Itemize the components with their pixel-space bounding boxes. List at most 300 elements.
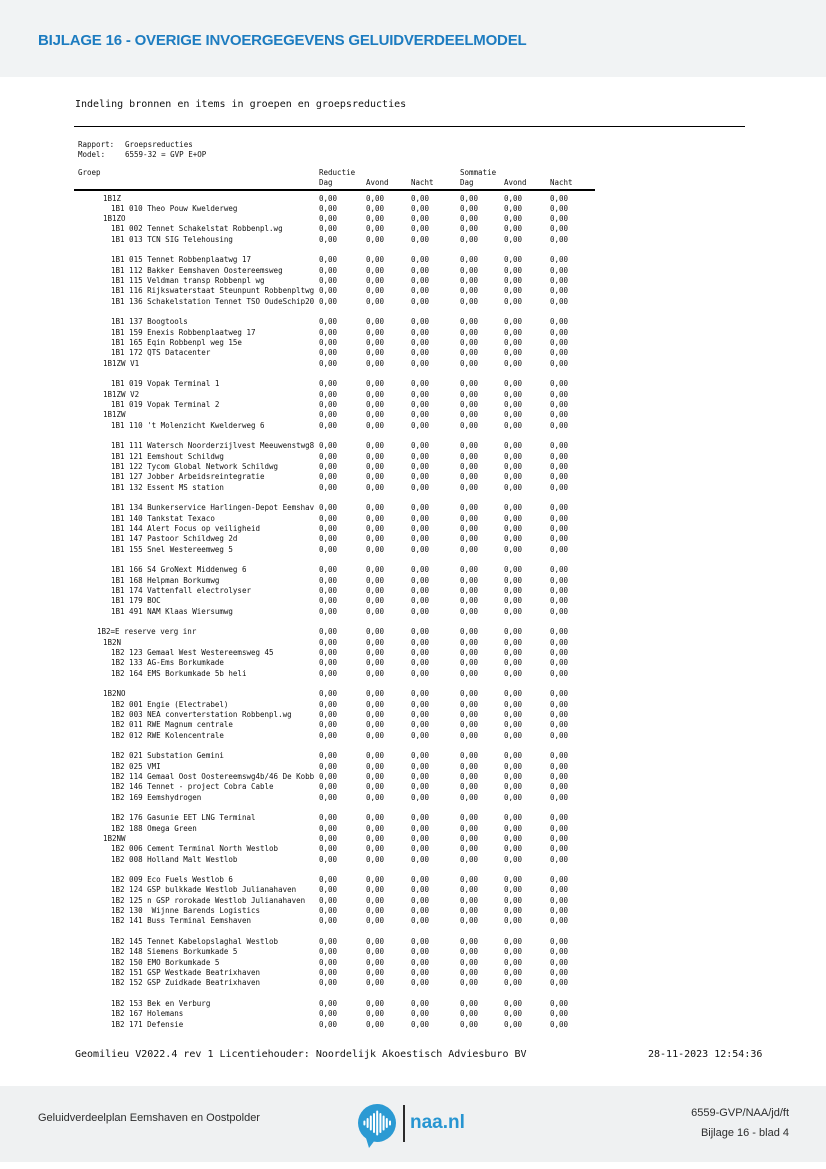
- row-value: 0,00: [411, 730, 430, 740]
- row-value: 0,00: [319, 875, 338, 885]
- table-row: [0, 545, 826, 555]
- row-label: 1B2=E reserve verg inr: [97, 627, 197, 637]
- row-value: 0,00: [411, 348, 430, 358]
- row-label: 1B2 006 Cement Terminal North Westlob: [111, 844, 279, 854]
- row-value: 0,00: [504, 472, 523, 482]
- row-value: 0,00: [411, 699, 430, 709]
- row-value: 0,00: [411, 906, 430, 916]
- table-row: [0, 224, 826, 234]
- table-row-blank: [0, 989, 826, 999]
- row-value: 0,00: [504, 317, 523, 327]
- table-row: [0, 503, 826, 513]
- row-value: 0,00: [319, 462, 338, 472]
- row-value: 0,00: [411, 999, 430, 1009]
- row-value: 0,00: [550, 751, 569, 761]
- table-row: [0, 483, 826, 493]
- row-value: 0,00: [411, 833, 430, 843]
- table-row: [0, 586, 826, 596]
- row-value: 0,00: [460, 534, 479, 544]
- row-label: 1B2N: [103, 637, 122, 647]
- table-row: [0, 855, 826, 865]
- row-value: 0,00: [504, 265, 523, 275]
- row-value: 0,00: [366, 451, 385, 461]
- row-value: 0,00: [550, 875, 569, 885]
- row-value: 0,00: [550, 348, 569, 358]
- row-value: 0,00: [550, 503, 569, 513]
- row-value: 0,00: [366, 348, 385, 358]
- row-value: 0,00: [504, 255, 523, 265]
- row-value: 0,00: [366, 957, 385, 967]
- row-value: 0,00: [550, 203, 569, 213]
- row-value: 0,00: [319, 1009, 338, 1019]
- row-value: 0,00: [366, 534, 385, 544]
- row-value: 0,00: [411, 338, 430, 348]
- row-value: 0,00: [460, 689, 479, 699]
- row-value: 0,00: [319, 720, 338, 730]
- row-value: 0,00: [460, 596, 479, 606]
- row-value: 0,00: [319, 999, 338, 1009]
- row-value: 0,00: [550, 585, 569, 595]
- row-label: 1B1 127 Jobber Arbeidsreintegratie: [111, 472, 265, 482]
- row-label: 1B2 169 Eemshydrogen: [111, 792, 202, 802]
- row-value: 0,00: [319, 203, 338, 213]
- row-value: 0,00: [460, 410, 479, 420]
- table-row: [0, 214, 826, 224]
- row-value: 0,00: [366, 637, 385, 647]
- row-value: 0,00: [504, 596, 523, 606]
- row-value: 0,00: [319, 906, 338, 916]
- table-row: [0, 266, 826, 276]
- row-value: 0,00: [550, 771, 569, 781]
- row-value: 0,00: [411, 844, 430, 854]
- row-value: 0,00: [411, 451, 430, 461]
- row-value: 0,00: [366, 647, 385, 657]
- row-value: 0,00: [411, 317, 430, 327]
- table-row: [0, 235, 826, 245]
- row-label: 1B1 166 S4 GroNext Middenweg 6: [111, 565, 247, 575]
- row-value: 0,00: [319, 751, 338, 761]
- row-value: 0,00: [366, 575, 385, 585]
- table-row: [0, 348, 826, 358]
- table-row-blank: [0, 555, 826, 565]
- row-value: 0,00: [504, 513, 523, 523]
- row-label: 1B2 011 RWE Magnum centrale: [111, 720, 233, 730]
- row-label: 1B1ZW: [103, 410, 126, 420]
- row-value: 0,00: [411, 895, 430, 905]
- row-value: 0,00: [366, 410, 385, 420]
- row-value: 0,00: [411, 513, 430, 523]
- row-value: 0,00: [366, 358, 385, 368]
- row-value: 0,00: [460, 782, 479, 792]
- row-value: 0,00: [460, 317, 479, 327]
- table-row: [0, 255, 826, 265]
- row-value: 0,00: [550, 389, 569, 399]
- row-value: 0,00: [366, 751, 385, 761]
- row-value: 0,00: [550, 265, 569, 275]
- row-value: 0,00: [460, 699, 479, 709]
- row-value: 0,00: [504, 937, 523, 947]
- row-value: 0,00: [550, 906, 569, 916]
- row-value: 0,00: [319, 585, 338, 595]
- row-label: 1B2 133 AG-Ems Borkumkade: [111, 658, 224, 668]
- row-value: 0,00: [504, 947, 523, 957]
- table-row-blank: [0, 927, 826, 937]
- row-value: 0,00: [411, 709, 430, 719]
- table-row: [0, 700, 826, 710]
- naa-logo-text: naa.nl: [410, 1112, 465, 1133]
- row-label: 1B1 019 Vopak Terminal 2: [111, 400, 220, 410]
- table-row: [0, 607, 826, 617]
- row-value: 0,00: [366, 524, 385, 533]
- row-value: 0,00: [550, 854, 569, 864]
- row-value: 0,00: [319, 379, 338, 389]
- row-value: 0,00: [460, 565, 479, 575]
- row-value: 0,00: [366, 265, 385, 275]
- table-row: [0, 390, 826, 400]
- row-value: 0,00: [411, 978, 430, 988]
- row-value: 0,00: [460, 389, 479, 399]
- row-value: 0,00: [550, 689, 569, 699]
- row-value: 0,00: [319, 916, 338, 926]
- row-value: 0,00: [366, 658, 385, 668]
- row-value: 0,00: [366, 668, 385, 678]
- row-value: 0,00: [366, 565, 385, 575]
- row-value: 0,00: [550, 627, 569, 637]
- row-label: 1B2 141 Buss Terminal Eemshaven: [111, 916, 251, 926]
- table-row: [0, 194, 826, 204]
- row-value: 0,00: [550, 286, 569, 296]
- row-label: 1B1 491 NAM Klaas Wiersumwg: [111, 606, 233, 616]
- subcol-avond-2: Avond: [504, 178, 527, 187]
- row-value: 0,00: [366, 895, 385, 905]
- row-value: 0,00: [550, 472, 569, 482]
- row-label: 1B1 172 QTS Datacenter: [111, 348, 211, 358]
- row-value: 0,00: [504, 234, 523, 244]
- col-header-groep: Groep: [78, 168, 101, 177]
- row-value: 0,00: [504, 823, 523, 833]
- row-label: 1B1 002 Tennet Schakelstat Robbenpl.wg: [111, 224, 283, 234]
- row-value: 0,00: [550, 224, 569, 234]
- row-value: 0,00: [319, 472, 338, 482]
- row-value: 0,00: [504, 844, 523, 854]
- row-value: 0,00: [460, 720, 479, 730]
- table-row: [0, 524, 826, 534]
- row-value: 0,00: [319, 410, 338, 420]
- row-value: 0,00: [366, 296, 385, 306]
- row-value: 0,00: [550, 885, 569, 895]
- row-value: 0,00: [550, 513, 569, 523]
- row-value: 0,00: [504, 1019, 523, 1029]
- row-value: 0,00: [550, 193, 569, 203]
- row-value: 0,00: [319, 668, 338, 678]
- row-value: 0,00: [460, 844, 479, 854]
- row-value: 0,00: [411, 751, 430, 761]
- row-value: 0,00: [550, 255, 569, 265]
- row-value: 0,00: [411, 482, 430, 492]
- row-label: 1B1 137 Boogtools: [111, 317, 188, 327]
- table-row: [0, 286, 826, 296]
- row-value: 0,00: [504, 410, 523, 420]
- header-rule: [74, 189, 595, 191]
- subcol-nacht-1: Nacht: [411, 178, 434, 187]
- row-value: 0,00: [504, 296, 523, 306]
- table-row: [0, 328, 826, 338]
- table-row: [0, 441, 826, 451]
- row-value: 0,00: [460, 286, 479, 296]
- subcol-nacht-2: Nacht: [550, 178, 573, 187]
- row-label: 1B1 134 Bunkerservice Harlingen-Depot Eemshav: [111, 503, 315, 513]
- row-value: 0,00: [319, 782, 338, 792]
- row-value: 0,00: [460, 1019, 479, 1029]
- row-value: 0,00: [319, 400, 338, 410]
- row-value: 0,00: [504, 379, 523, 389]
- row-value: 0,00: [504, 389, 523, 399]
- footer-doc-number: 6559-GVP/NAA/jd/ft: [691, 1107, 789, 1119]
- table-row: [0, 885, 826, 895]
- row-value: 0,00: [366, 389, 385, 399]
- row-value: 0,00: [504, 224, 523, 234]
- row-value: 0,00: [504, 203, 523, 213]
- row-value: 0,00: [460, 637, 479, 647]
- row-value: 0,00: [550, 782, 569, 792]
- row-label: 1B2 025 VMI: [111, 761, 161, 771]
- table-row: [0, 421, 826, 431]
- row-value: 0,00: [550, 234, 569, 244]
- row-value: 0,00: [504, 503, 523, 513]
- row-value: 0,00: [550, 968, 569, 978]
- row-value: 0,00: [366, 709, 385, 719]
- row-value: 0,00: [550, 1019, 569, 1029]
- table-row: [0, 947, 826, 957]
- row-value: 0,00: [550, 895, 569, 905]
- row-value: 0,00: [504, 833, 523, 843]
- table-row: [0, 297, 826, 307]
- row-value: 0,00: [460, 751, 479, 761]
- table-row: [0, 916, 826, 926]
- row-value: 0,00: [460, 906, 479, 916]
- row-value: 0,00: [460, 627, 479, 637]
- row-value: 0,00: [550, 792, 569, 802]
- table-row: [0, 669, 826, 679]
- row-label: 1B2 167 Holemans: [111, 1009, 184, 1019]
- row-value: 0,00: [411, 565, 430, 575]
- row-value: 0,00: [319, 813, 338, 823]
- row-value: 0,00: [460, 255, 479, 265]
- row-value: 0,00: [504, 534, 523, 544]
- row-label: 1B2 130 Wijnne Barends Logistics: [111, 906, 261, 916]
- row-value: 0,00: [504, 327, 523, 337]
- row-value: 0,00: [504, 462, 523, 472]
- row-value: 0,00: [411, 503, 430, 513]
- row-value: 0,00: [366, 317, 385, 327]
- row-value: 0,00: [460, 462, 479, 472]
- table-row: [0, 1009, 826, 1019]
- row-value: 0,00: [366, 606, 385, 616]
- row-value: 0,00: [319, 957, 338, 967]
- row-value: 0,00: [366, 978, 385, 988]
- row-value: 0,00: [504, 916, 523, 926]
- row-value: 0,00: [550, 730, 569, 740]
- table-row-blank: [0, 307, 826, 317]
- table-row: [0, 627, 826, 637]
- row-value: 0,00: [550, 606, 569, 616]
- row-value: 0,00: [411, 689, 430, 699]
- row-value: 0,00: [460, 823, 479, 833]
- table-row: [0, 751, 826, 761]
- table-row: [0, 379, 826, 389]
- row-value: 0,00: [411, 658, 430, 668]
- table-row-blank: [0, 431, 826, 441]
- row-value: 0,00: [366, 1019, 385, 1029]
- row-value: 0,00: [411, 1009, 430, 1019]
- row-value: 0,00: [550, 833, 569, 843]
- row-value: 0,00: [550, 462, 569, 472]
- row-value: 0,00: [411, 957, 430, 967]
- row-value: 0,00: [460, 379, 479, 389]
- row-value: 0,00: [504, 400, 523, 410]
- row-label: 1B1 132 Essent MS station: [111, 482, 224, 492]
- row-label: 1B1ZW V1: [103, 358, 140, 368]
- row-value: 0,00: [411, 462, 430, 472]
- row-value: 0,00: [319, 761, 338, 771]
- row-value: 0,00: [460, 968, 479, 978]
- table-row-blank: [0, 245, 826, 255]
- table-row: [0, 462, 826, 472]
- row-value: 0,00: [366, 699, 385, 709]
- row-value: 0,00: [550, 276, 569, 286]
- row-value: 0,00: [319, 276, 338, 286]
- row-value: 0,00: [550, 999, 569, 1009]
- row-value: 0,00: [366, 286, 385, 296]
- row-label: 1B2 145 Tennet Kabelopslaghal Westlob: [111, 937, 279, 947]
- row-value: 0,00: [550, 575, 569, 585]
- row-value: 0,00: [319, 420, 338, 430]
- row-value: 0,00: [319, 575, 338, 585]
- row-value: 0,00: [366, 689, 385, 699]
- footer-plan-title: Geluidverdeelplan Eemshaven en Oostpolder: [38, 1112, 260, 1124]
- row-value: 0,00: [460, 833, 479, 843]
- row-value: 0,00: [504, 348, 523, 358]
- row-label: 1B2 150 EMO Borkumkade 5: [111, 957, 220, 967]
- row-label: 1B2 152 GSP Zuidkade Beatrixhaven: [111, 978, 261, 988]
- row-value: 0,00: [319, 503, 338, 513]
- row-value: 0,00: [460, 203, 479, 213]
- row-label: 1B1ZO: [103, 214, 126, 224]
- row-value: 0,00: [366, 833, 385, 843]
- row-value: 0,00: [460, 813, 479, 823]
- row-label: 1B2NW: [103, 833, 126, 843]
- table-row: [0, 782, 826, 792]
- row-value: 0,00: [366, 503, 385, 513]
- row-value: 0,00: [366, 999, 385, 1009]
- row-value: 0,00: [411, 668, 430, 678]
- row-label: 1B1 110 't Molenzicht Kwelderweg 6: [111, 420, 265, 430]
- row-label: 1B2 164 EMS Borkumkade 5b heli: [111, 668, 247, 678]
- row-value: 0,00: [504, 751, 523, 761]
- row-value: 0,00: [411, 286, 430, 296]
- footer-page-label: Bijlage 16 - blad 4: [700, 1127, 789, 1139]
- row-value: 0,00: [460, 296, 479, 306]
- row-value: 0,00: [319, 265, 338, 275]
- table-row-blank: [0, 493, 826, 503]
- row-value: 0,00: [550, 937, 569, 947]
- row-value: 0,00: [460, 647, 479, 657]
- row-value: 0,00: [460, 338, 479, 348]
- row-value: 0,00: [411, 400, 430, 410]
- row-value: 0,00: [366, 875, 385, 885]
- row-value: 0,00: [366, 234, 385, 244]
- row-label: 1B1 121 Eemshout Schildwg: [111, 451, 224, 461]
- header-band: [0, 0, 826, 77]
- row-label: 1B1 019 Vopak Terminal 1: [111, 379, 220, 389]
- row-value: 0,00: [319, 647, 338, 657]
- table-row: [0, 648, 826, 658]
- row-value: 0,00: [411, 823, 430, 833]
- table-row-blank: [0, 679, 826, 689]
- table-row: [0, 710, 826, 720]
- row-value: 0,00: [366, 224, 385, 234]
- row-value: 0,00: [411, 792, 430, 802]
- row-value: 0,00: [460, 420, 479, 430]
- row-label: 1B1 010 Theo Pouw Kwelderweg: [111, 203, 238, 213]
- row-label: 1B1 168 Helpman Borkumwg: [111, 575, 220, 585]
- row-value: 0,00: [504, 895, 523, 905]
- row-value: 0,00: [319, 792, 338, 802]
- row-label: 1B2 153 Bek en Verburg: [111, 999, 211, 1009]
- row-value: 0,00: [550, 947, 569, 957]
- row-value: 0,00: [550, 296, 569, 306]
- row-value: 0,00: [366, 771, 385, 781]
- table-row: [0, 978, 826, 988]
- rapport-label: Rapport:: [78, 140, 115, 149]
- row-value: 0,00: [366, 327, 385, 337]
- table-row: [0, 204, 826, 214]
- table-row: [0, 1020, 826, 1030]
- row-value: 0,00: [319, 348, 338, 358]
- row-value: 0,00: [460, 472, 479, 482]
- row-label: 1B2 114 Gemaal Oost Oostereemswg4b/46 De Kobb: [111, 771, 315, 781]
- row-value: 0,00: [460, 885, 479, 895]
- row-value: 0,00: [366, 193, 385, 203]
- table-row: [0, 410, 826, 420]
- row-value: 0,00: [504, 875, 523, 885]
- row-label: 1B1 115 Veldman transp Robbenpl wg: [111, 276, 265, 286]
- row-value: 0,00: [411, 472, 430, 482]
- row-value: 0,00: [319, 1019, 338, 1029]
- row-value: 0,00: [460, 730, 479, 740]
- table-rows: [0, 194, 826, 1031]
- row-value: 0,00: [550, 420, 569, 430]
- row-value: 0,00: [460, 585, 479, 595]
- row-value: 0,00: [504, 792, 523, 802]
- row-value: 0,00: [460, 575, 479, 585]
- row-value: 0,00: [504, 668, 523, 678]
- row-value: 0,00: [550, 647, 569, 657]
- row-value: 0,00: [411, 854, 430, 864]
- row-value: 0,00: [504, 276, 523, 286]
- row-value: 0,00: [411, 916, 430, 926]
- row-value: 0,00: [319, 823, 338, 833]
- row-value: 0,00: [504, 647, 523, 657]
- table-row: [0, 276, 826, 286]
- row-value: 0,00: [550, 637, 569, 647]
- table-row-blank: [0, 865, 826, 875]
- table-row-blank: [0, 803, 826, 813]
- row-value: 0,00: [411, 358, 430, 368]
- row-value: 0,00: [319, 513, 338, 523]
- row-value: 0,00: [366, 544, 385, 554]
- row-value: 0,00: [319, 606, 338, 616]
